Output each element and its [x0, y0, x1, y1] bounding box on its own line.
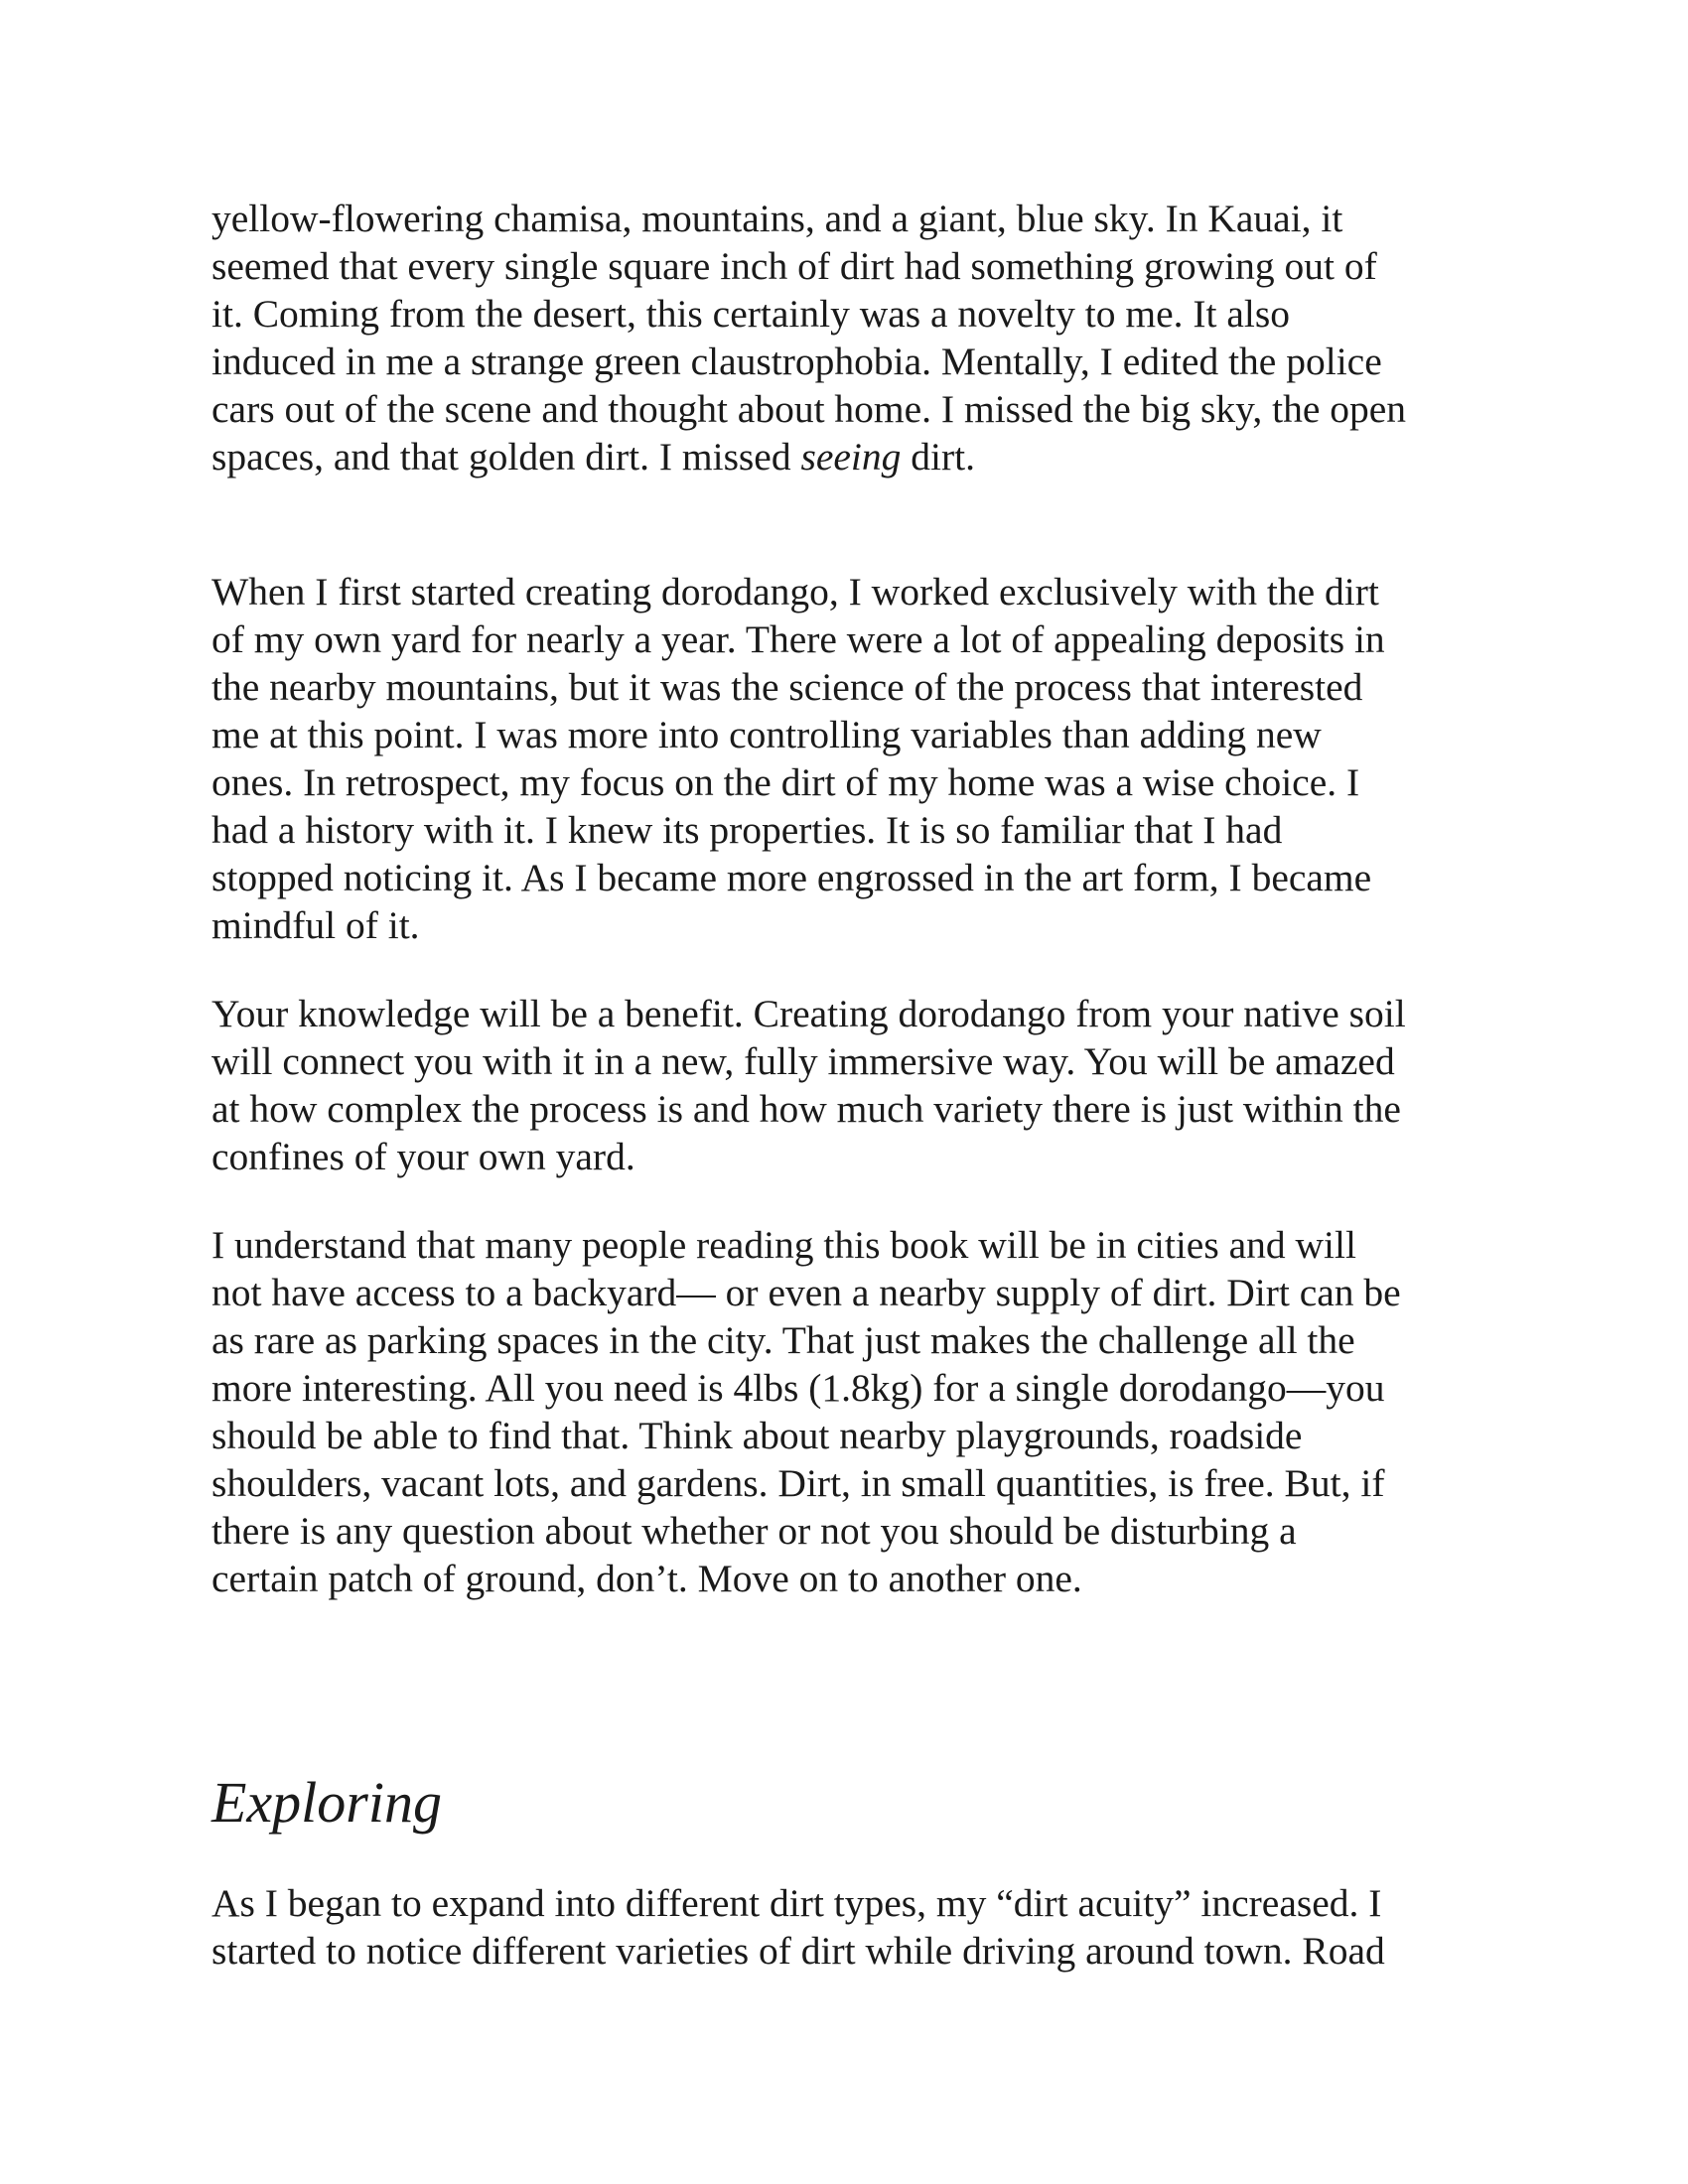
text-line: should be able to find that. Think about nearby playgrounds, roadside: [211, 1414, 1303, 1457]
text-line: confines of your own yard.: [211, 1135, 635, 1178]
text-line: induced in me a strange green claustrophobia. Mentally, I edited the police: [211, 340, 1382, 383]
paragraph-chamisa: [211, 195, 1502, 480]
text-line: as rare as parking spaces in the city. That just makes the challenge all the: [211, 1318, 1355, 1362]
text-line: more interesting. All you need is 4lbs (1.8kg) for a single dorodango—you: [211, 1366, 1385, 1410]
section-heading-exploring: Exploring: [211, 1770, 442, 1835]
paragraph-first-dorodango: [211, 568, 1502, 949]
paragraph-exploring: [211, 1879, 1502, 1975]
paragraph-city-dirt: [211, 1221, 1502, 1602]
paragraph-knowledge-benefit: [211, 990, 1502, 1180]
text-line: When I first started creating dorodango, I worked exclusively with the dirt: [211, 570, 1379, 614]
text-line: had a history with it. I knew its properties. It is so familiar that I had: [211, 808, 1283, 852]
text-line: the nearby mountains, but it was the science of the process that interested: [211, 665, 1363, 709]
text-line: it. Coming from the desert, this certainly was a novelty to me. It also: [211, 292, 1291, 336]
text-line: there is any question about whether or not you should be disturbing a: [211, 1509, 1297, 1553]
document-page: [211, 195, 1502, 1975]
text-line: will connect you with it in a new, fully immersive way. You will be amazed: [211, 1039, 1395, 1083]
text-line: As I began to expand into different dirt types, my “dirt acuity” increased. I: [211, 1881, 1382, 1925]
text-line: certain patch of ground, don’t. Move on to another one.: [211, 1557, 1082, 1600]
emphasis-seeing: seeing: [800, 435, 902, 478]
text-line: Your knowledge will be a benefit. Creating dorodango from your native soil: [211, 992, 1406, 1035]
text-line: of my own yard for nearly a year. There were a lot of appealing deposits in: [211, 617, 1385, 661]
text-line: mindful of it.: [211, 903, 420, 947]
text-line: at how complex the process is and how much variety there is just within the: [211, 1087, 1401, 1131]
text-line: ones. In retrospect, my focus on the dirt of my home was a wise choice. I: [211, 760, 1360, 804]
text-line: stopped noticing it. As I became more engrossed in the art form, I became: [211, 856, 1372, 899]
text-after-emphasis: dirt.: [901, 435, 975, 478]
text-before-emphasis: spaces, and that golden dirt. I missed: [211, 435, 801, 478]
text-line: started to notice different varieties of dirt while driving around town. Road: [211, 1929, 1385, 1973]
text-line: me at this point. I was more into controlling variables than adding new: [211, 713, 1322, 756]
text-line: not have access to a backyard— or even a nearby supply of dirt. Dirt can be: [211, 1271, 1401, 1314]
text-line: seemed that every single square inch of dirt had something growing out of: [211, 244, 1377, 288]
text-line: cars out of the scene and thought about home. I missed the big sky, the open: [211, 387, 1407, 431]
text-line-last: [211, 433, 1502, 480]
text-line: shoulders, vacant lots, and gardens. Dirt, in small quantities, is free. But, if: [211, 1461, 1385, 1505]
text-line: I understand that many people reading this book will be in cities and will: [211, 1223, 1356, 1267]
text-line: yellow-flowering chamisa, mountains, and a giant, blue sky. In Kauai, it: [211, 197, 1343, 240]
